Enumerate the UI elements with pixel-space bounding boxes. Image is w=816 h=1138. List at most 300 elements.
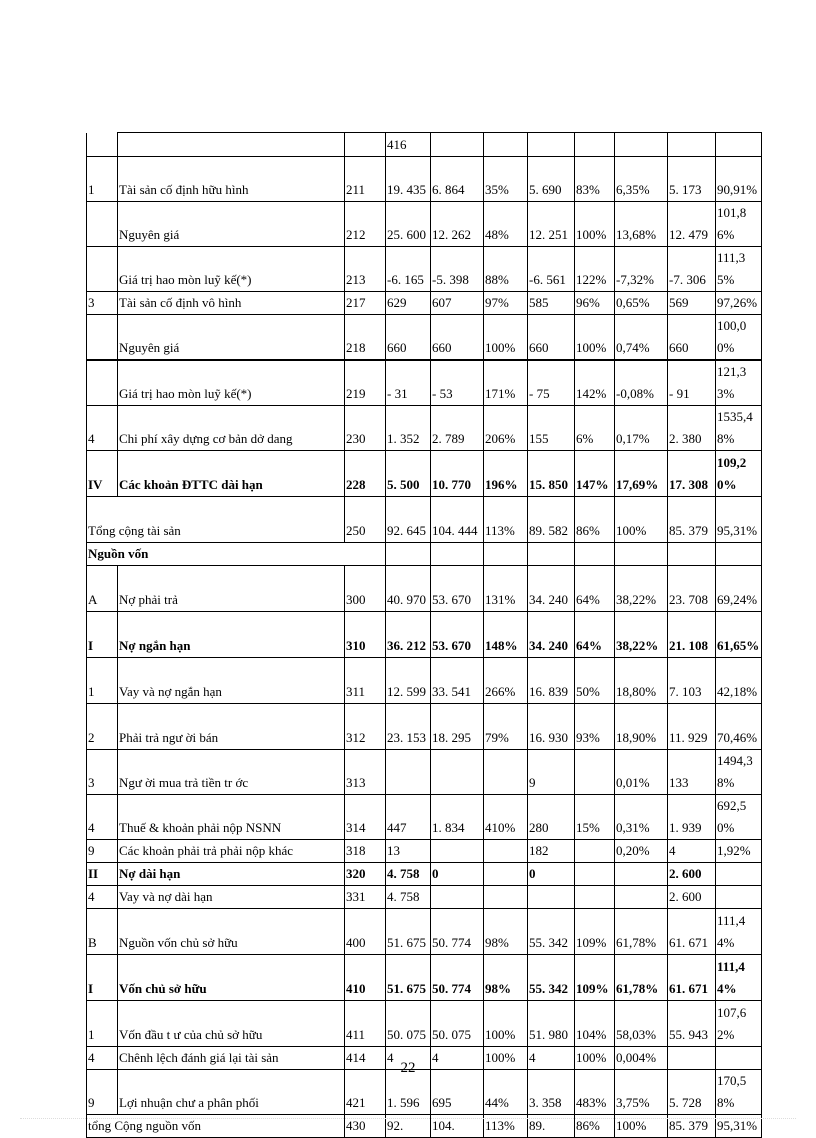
cell-v2: 607 bbox=[431, 292, 484, 315]
cell-share: 0,31% bbox=[615, 795, 668, 840]
cell-pct1: 48% bbox=[484, 202, 528, 247]
cell-v2: 4 bbox=[431, 1047, 484, 1070]
table-row bbox=[87, 704, 762, 750]
table-row bbox=[87, 612, 762, 658]
cell-pct3: 111,35% bbox=[716, 247, 762, 292]
cell-v2 bbox=[431, 886, 484, 909]
cell-v3: 12. 251 bbox=[528, 202, 575, 247]
cell-v3: 89. bbox=[528, 1115, 575, 1138]
cell-v2 bbox=[431, 133, 484, 157]
cell-pct1: 97% bbox=[484, 292, 528, 315]
cell-pct2: 64% bbox=[575, 612, 615, 658]
cell-code: 1 bbox=[87, 157, 118, 202]
cell-v2: 695 bbox=[431, 1070, 484, 1115]
cell-item: Vay và nợ ngắn hạn bbox=[118, 658, 345, 704]
cell-code: 4 bbox=[87, 795, 118, 840]
cell-code: 1 bbox=[87, 1001, 118, 1047]
cell-pct2: 100% bbox=[575, 315, 615, 361]
table-row bbox=[87, 360, 762, 406]
cell-pct3: 121,33% bbox=[716, 360, 762, 406]
cell-pct2: 100% bbox=[575, 1047, 615, 1070]
cell-share: 38,22% bbox=[615, 566, 668, 612]
cell-pct1: 98% bbox=[484, 909, 528, 955]
cell-share: 0,65% bbox=[615, 292, 668, 315]
cell-pct2: 86% bbox=[575, 497, 615, 543]
cell-ms: 430 bbox=[345, 1115, 386, 1138]
cell-item: Tài sản cố định vô hình bbox=[118, 292, 345, 315]
cell-v4 bbox=[668, 133, 716, 157]
cell-ms: 414 bbox=[345, 1047, 386, 1070]
cell-share: 58,03% bbox=[615, 1001, 668, 1047]
cell-v3: 155 bbox=[528, 406, 575, 451]
cell-code: I bbox=[87, 955, 118, 1001]
cell-ms: 313 bbox=[345, 750, 386, 795]
cell-pct2: 104% bbox=[575, 1001, 615, 1047]
cell-code: 9 bbox=[87, 1070, 118, 1115]
cell-v4: 2. 380 bbox=[668, 406, 716, 451]
cell-pct2: 6% bbox=[575, 406, 615, 451]
cell-v2 bbox=[431, 543, 484, 566]
cell-item: Giá trị hao mòn luỹ kế(*) bbox=[118, 360, 345, 406]
cell-v2: -5. 398 bbox=[431, 247, 484, 292]
cell-v2: 0 bbox=[431, 863, 484, 886]
cell-ms: 219 bbox=[345, 360, 386, 406]
cell-pct3 bbox=[716, 133, 762, 157]
cell-v1: 40. 970 bbox=[386, 566, 431, 612]
cell-v4: 85. 379 bbox=[668, 1115, 716, 1138]
cell-v4: 11. 929 bbox=[668, 704, 716, 750]
cell-pct1: 131% bbox=[484, 566, 528, 612]
cell-pct2 bbox=[575, 840, 615, 863]
table-row bbox=[87, 292, 762, 315]
cell-share: 61,78% bbox=[615, 955, 668, 1001]
cell-pct3: 111,44% bbox=[716, 955, 762, 1001]
table-row bbox=[87, 451, 762, 497]
cell-pct3: 692,50% bbox=[716, 795, 762, 840]
cell-ms: 320 bbox=[345, 863, 386, 886]
cell-v2 bbox=[431, 750, 484, 795]
cell-pct1: 35% bbox=[484, 157, 528, 202]
cell-v2: 660 bbox=[431, 315, 484, 361]
table-row bbox=[87, 566, 762, 612]
cell-pct1 bbox=[484, 750, 528, 795]
cell-pct1: 100% bbox=[484, 1047, 528, 1070]
cell-v4: 7. 103 bbox=[668, 658, 716, 704]
cell-pct3 bbox=[716, 863, 762, 886]
cell-item: Nguyên giá bbox=[118, 315, 345, 361]
cell-ms: 310 bbox=[345, 612, 386, 658]
cell-pct3: 90,91% bbox=[716, 157, 762, 202]
table-row bbox=[87, 886, 762, 909]
cell-pct2: 109% bbox=[575, 955, 615, 1001]
cell-item: Nợ ngắn hạn bbox=[118, 612, 345, 658]
cell-v3 bbox=[528, 543, 575, 566]
cell-v2: 50. 075 bbox=[431, 1001, 484, 1047]
cell-code: A bbox=[87, 566, 118, 612]
cell-item: Tài sản cố định hữu hình bbox=[118, 157, 345, 202]
cell-item: Thuế & khoản phải nộp NSNN bbox=[118, 795, 345, 840]
cell-pct1 bbox=[484, 886, 528, 909]
table-row bbox=[87, 133, 762, 157]
cell-pct3: 61,65% bbox=[716, 612, 762, 658]
cell-v2: 12. 262 bbox=[431, 202, 484, 247]
cell-code: I bbox=[87, 612, 118, 658]
cell-v3: 15. 850 bbox=[528, 451, 575, 497]
table-row bbox=[87, 1001, 762, 1047]
cell-code: Tổng cộng tài sản bbox=[87, 497, 345, 543]
cell-v2: 6. 864 bbox=[431, 157, 484, 202]
cell-pct1: 88% bbox=[484, 247, 528, 292]
cell-v2: 53. 670 bbox=[431, 566, 484, 612]
cell-pct3 bbox=[716, 543, 762, 566]
cell-share: 0,17% bbox=[615, 406, 668, 451]
cell-pct1: 266% bbox=[484, 658, 528, 704]
cell-pct3: 109,20% bbox=[716, 451, 762, 497]
cell-ms: 331 bbox=[345, 886, 386, 909]
cell-pct3: 1,92% bbox=[716, 840, 762, 863]
cell-pct2: 50% bbox=[575, 658, 615, 704]
cell-v1: 416 bbox=[386, 133, 431, 157]
cell-item: Nguyên giá bbox=[118, 202, 345, 247]
cell-share: 6,35% bbox=[615, 157, 668, 202]
cell-share bbox=[615, 133, 668, 157]
cell-v3: - 75 bbox=[528, 360, 575, 406]
cell-share: -7,32% bbox=[615, 247, 668, 292]
cell-item: Phải trả ngư ời bán bbox=[118, 704, 345, 750]
cell-share bbox=[615, 543, 668, 566]
cell-pct3: 97,26% bbox=[716, 292, 762, 315]
cell-v1: 4 bbox=[386, 1047, 431, 1070]
cell-v2: - 53 bbox=[431, 360, 484, 406]
cell-v4 bbox=[668, 543, 716, 566]
cell-code: 9 bbox=[87, 840, 118, 863]
cell-item: Chênh lệch đánh giá lại tài sản bbox=[118, 1047, 345, 1070]
cell-v1: 13 bbox=[386, 840, 431, 863]
cell-v4: 569 bbox=[668, 292, 716, 315]
cell-pct3: 95,31% bbox=[716, 497, 762, 543]
cell-v1: 1. 352 bbox=[386, 406, 431, 451]
cell-pct3: 69,24% bbox=[716, 566, 762, 612]
cell-v1 bbox=[386, 543, 431, 566]
cell-v1: 5. 500 bbox=[386, 451, 431, 497]
cell-v1: 12. 599 bbox=[386, 658, 431, 704]
cell-pct3: 170,58% bbox=[716, 1070, 762, 1115]
cell-ms: 213 bbox=[345, 247, 386, 292]
cell-pct2 bbox=[575, 886, 615, 909]
cell-v4: 2. 600 bbox=[668, 863, 716, 886]
cell-ms: 314 bbox=[345, 795, 386, 840]
cell-v2: 104. 444 bbox=[431, 497, 484, 543]
cell-pct2: 100% bbox=[575, 202, 615, 247]
cell-v4: 4 bbox=[668, 840, 716, 863]
cell-ms: 410 bbox=[345, 955, 386, 1001]
cell-code bbox=[87, 360, 118, 406]
cell-v2: 18. 295 bbox=[431, 704, 484, 750]
cell-pct1: 410% bbox=[484, 795, 528, 840]
table-row bbox=[87, 497, 762, 543]
cell-share: 100% bbox=[615, 1115, 668, 1138]
cell-ms bbox=[345, 133, 386, 157]
cell-pct1 bbox=[484, 543, 528, 566]
cell-item: Vốn đầu t ư của chủ sở hữu bbox=[118, 1001, 345, 1047]
cell-code bbox=[87, 202, 118, 247]
cell-ms: 212 bbox=[345, 202, 386, 247]
cell-v3: 3. 358 bbox=[528, 1070, 575, 1115]
cell-pct3: 70,46% bbox=[716, 704, 762, 750]
cell-v2: 50. 774 bbox=[431, 955, 484, 1001]
table-row bbox=[87, 658, 762, 704]
cell-pct2: 109% bbox=[575, 909, 615, 955]
cell-pct3: 107,62% bbox=[716, 1001, 762, 1047]
cell-share: 0,74% bbox=[615, 315, 668, 361]
cell-v4: - 91 bbox=[668, 360, 716, 406]
cell-share: 3,75% bbox=[615, 1070, 668, 1115]
cell-v4: 5. 728 bbox=[668, 1070, 716, 1115]
cell-code: 3 bbox=[87, 750, 118, 795]
cell-pct2: 147% bbox=[575, 451, 615, 497]
cell-pct1: 113% bbox=[484, 497, 528, 543]
cell-ms: 250 bbox=[345, 497, 386, 543]
cell-pct1: 98% bbox=[484, 955, 528, 1001]
cell-v1: 92. bbox=[386, 1115, 431, 1138]
table-row bbox=[87, 750, 762, 795]
cell-pct3: 95,31% bbox=[716, 1115, 762, 1138]
cell-ms: 218 bbox=[345, 315, 386, 361]
cell-ms: 421 bbox=[345, 1070, 386, 1115]
cell-v4: 17. 308 bbox=[668, 451, 716, 497]
cell-code: 4 bbox=[87, 406, 118, 451]
cell-share: 13,68% bbox=[615, 202, 668, 247]
cell-code: B bbox=[87, 909, 118, 955]
cell-v2: 53. 670 bbox=[431, 612, 484, 658]
cell-v1: 92. 645 bbox=[386, 497, 431, 543]
cell-v3: 55. 342 bbox=[528, 909, 575, 955]
cell-v4: 133 bbox=[668, 750, 716, 795]
cell-v1: 50. 075 bbox=[386, 1001, 431, 1047]
cell-v1: 51. 675 bbox=[386, 909, 431, 955]
cell-v1: 629 bbox=[386, 292, 431, 315]
cell-code: IV bbox=[87, 451, 118, 497]
cell-pct3: 1535,48% bbox=[716, 406, 762, 451]
cell-pct3: 42,18% bbox=[716, 658, 762, 704]
cell-share: 0,01% bbox=[615, 750, 668, 795]
cell-item: Nợ phải trả bbox=[118, 566, 345, 612]
cell-v3: 51. 980 bbox=[528, 1001, 575, 1047]
cell-code: 3 bbox=[87, 292, 118, 315]
cell-v4: 2. 600 bbox=[668, 886, 716, 909]
cell-v1: 1. 596 bbox=[386, 1070, 431, 1115]
cell-v3: 0 bbox=[528, 863, 575, 886]
cell-ms: 311 bbox=[345, 658, 386, 704]
cell-v1: 51. 675 bbox=[386, 955, 431, 1001]
cell-v4: 660 bbox=[668, 315, 716, 361]
table-row bbox=[87, 909, 762, 955]
cell-v4: 5. 173 bbox=[668, 157, 716, 202]
cell-v1: 23. 153 bbox=[386, 704, 431, 750]
cell-share bbox=[615, 886, 668, 909]
cell-pct1: 113% bbox=[484, 1115, 528, 1138]
cell-item: Ngư ời mua trả tiền tr ớc bbox=[118, 750, 345, 795]
cell-code: 4 bbox=[87, 1047, 118, 1070]
cell-v4: 21. 108 bbox=[668, 612, 716, 658]
cell-code: 4 bbox=[87, 886, 118, 909]
cell-ms: 300 bbox=[345, 566, 386, 612]
cell-v2: 1. 834 bbox=[431, 795, 484, 840]
cell-item bbox=[118, 133, 345, 157]
cell-v1: 25. 600 bbox=[386, 202, 431, 247]
page-number: 22 bbox=[400, 1060, 416, 1076]
cell-pct1: 148% bbox=[484, 612, 528, 658]
cell-pct1 bbox=[484, 863, 528, 886]
cell-share: 18,90% bbox=[615, 704, 668, 750]
cell-v3: 4 bbox=[528, 1047, 575, 1070]
cell-v3 bbox=[528, 133, 575, 157]
cell-v4: 23. 708 bbox=[668, 566, 716, 612]
cell-v4: 1. 939 bbox=[668, 795, 716, 840]
cell-code: 1 bbox=[87, 658, 118, 704]
cell-pct3: 101,86% bbox=[716, 202, 762, 247]
cell-item: Nguồn vốn chủ sở hữu bbox=[118, 909, 345, 955]
cell-item: Các khoản phải trả phải nộp khác bbox=[118, 840, 345, 863]
cell-v1: 447 bbox=[386, 795, 431, 840]
cell-v1: 36. 212 bbox=[386, 612, 431, 658]
cell-v2: 10. 770 bbox=[431, 451, 484, 497]
cell-pct2: 86% bbox=[575, 1115, 615, 1138]
cell-pct2: 483% bbox=[575, 1070, 615, 1115]
table-row bbox=[87, 406, 762, 451]
cell-v3: 280 bbox=[528, 795, 575, 840]
cell-v1: - 31 bbox=[386, 360, 431, 406]
balance-sheet-table bbox=[86, 132, 762, 1138]
cell-item: Vốn chủ sở hữu bbox=[118, 955, 345, 1001]
cell-v3 bbox=[528, 886, 575, 909]
cell-pct2 bbox=[575, 863, 615, 886]
cell-v1: 19. 435 bbox=[386, 157, 431, 202]
cell-code bbox=[87, 247, 118, 292]
cell-pct1: 100% bbox=[484, 315, 528, 361]
cell-item: Nợ dài hạn bbox=[118, 863, 345, 886]
cell-pct2: 96% bbox=[575, 292, 615, 315]
cell-v4: 61. 671 bbox=[668, 909, 716, 955]
cell-v2: 50. 774 bbox=[431, 909, 484, 955]
cell-code: tổng Cộng nguồn vốn bbox=[87, 1115, 345, 1138]
cell-share: 0,004% bbox=[615, 1047, 668, 1070]
cell-pct2: 83% bbox=[575, 157, 615, 202]
cell-ms: 318 bbox=[345, 840, 386, 863]
table-row bbox=[87, 315, 762, 361]
table-row bbox=[87, 955, 762, 1001]
cell-pct2: 15% bbox=[575, 795, 615, 840]
cell-v4: 12. 479 bbox=[668, 202, 716, 247]
cell-pct1 bbox=[484, 840, 528, 863]
cell-v4: 85. 379 bbox=[668, 497, 716, 543]
cell-pct2: 142% bbox=[575, 360, 615, 406]
cell-v3: 34. 240 bbox=[528, 612, 575, 658]
cell-share: 17,69% bbox=[615, 451, 668, 497]
cell-ms: 211 bbox=[345, 157, 386, 202]
cell-ms: 312 bbox=[345, 704, 386, 750]
cell-code bbox=[87, 315, 118, 361]
cell-pct1: 79% bbox=[484, 704, 528, 750]
cell-v1: 4. 758 bbox=[386, 886, 431, 909]
cell-pct2: 93% bbox=[575, 704, 615, 750]
cell-v2 bbox=[431, 840, 484, 863]
cell-pct1: 100% bbox=[484, 1001, 528, 1047]
cell-item: Lợi nhuận chư a phân phối bbox=[118, 1070, 345, 1115]
cell-v2: 2. 789 bbox=[431, 406, 484, 451]
cell-v2: 104. bbox=[431, 1115, 484, 1138]
cell-v3: 660 bbox=[528, 315, 575, 361]
cell-ms: 217 bbox=[345, 292, 386, 315]
cell-v1 bbox=[386, 750, 431, 795]
cell-code: Nguồn vốn bbox=[87, 543, 386, 566]
cell-ms: 400 bbox=[345, 909, 386, 955]
cell-v3: 182 bbox=[528, 840, 575, 863]
cell-v4: 55. 943 bbox=[668, 1001, 716, 1047]
cell-v3: 585 bbox=[528, 292, 575, 315]
cell-share bbox=[615, 863, 668, 886]
cell-code bbox=[87, 133, 118, 157]
cell-item: Các khoản ĐTTC dài hạn bbox=[118, 451, 345, 497]
table-row bbox=[87, 863, 762, 886]
cell-v3: 89. 582 bbox=[528, 497, 575, 543]
cell-v3: 16. 930 bbox=[528, 704, 575, 750]
cell-pct2 bbox=[575, 543, 615, 566]
cell-item: Chi phí xây dựng cơ bản dở dang bbox=[118, 406, 345, 451]
cell-share: 38,22% bbox=[615, 612, 668, 658]
cell-pct2 bbox=[575, 133, 615, 157]
cell-v1: -6. 165 bbox=[386, 247, 431, 292]
cell-item: Vay và nợ dài hạn bbox=[118, 886, 345, 909]
cell-v2: 33. 541 bbox=[431, 658, 484, 704]
table-row bbox=[87, 247, 762, 292]
table-row bbox=[87, 157, 762, 202]
cell-share: 18,80% bbox=[615, 658, 668, 704]
cell-pct1: 44% bbox=[484, 1070, 528, 1115]
cell-code: 2 bbox=[87, 704, 118, 750]
cell-ms: 411 bbox=[345, 1001, 386, 1047]
cell-v3: 55. 342 bbox=[528, 955, 575, 1001]
cell-ms: 228 bbox=[345, 451, 386, 497]
cell-pct1 bbox=[484, 133, 528, 157]
cell-v1: 4. 758 bbox=[386, 863, 431, 886]
cell-share: 0,20% bbox=[615, 840, 668, 863]
cell-pct3: 111,44% bbox=[716, 909, 762, 955]
cell-pct3: 1494,38% bbox=[716, 750, 762, 795]
cell-code: II bbox=[87, 863, 118, 886]
cell-pct2: 122% bbox=[575, 247, 615, 292]
cell-pct2 bbox=[575, 750, 615, 795]
table-row bbox=[87, 543, 762, 566]
cell-v3: 5. 690 bbox=[528, 157, 575, 202]
cell-share: 61,78% bbox=[615, 909, 668, 955]
table-row bbox=[87, 840, 762, 863]
cell-ms: 230 bbox=[345, 406, 386, 451]
cell-pct2: 64% bbox=[575, 566, 615, 612]
cell-pct1: 206% bbox=[484, 406, 528, 451]
cell-v4: -7. 306 bbox=[668, 247, 716, 292]
page-bottom-rule bbox=[20, 1118, 796, 1119]
cell-v1: 660 bbox=[386, 315, 431, 361]
cell-pct1: 171% bbox=[484, 360, 528, 406]
cell-v3: 9 bbox=[528, 750, 575, 795]
table-row bbox=[87, 202, 762, 247]
table-row bbox=[87, 795, 762, 840]
cell-v3: 34. 240 bbox=[528, 566, 575, 612]
cell-share: -0,08% bbox=[615, 360, 668, 406]
cell-pct3: 100,00% bbox=[716, 315, 762, 361]
cell-v4: 61. 671 bbox=[668, 955, 716, 1001]
